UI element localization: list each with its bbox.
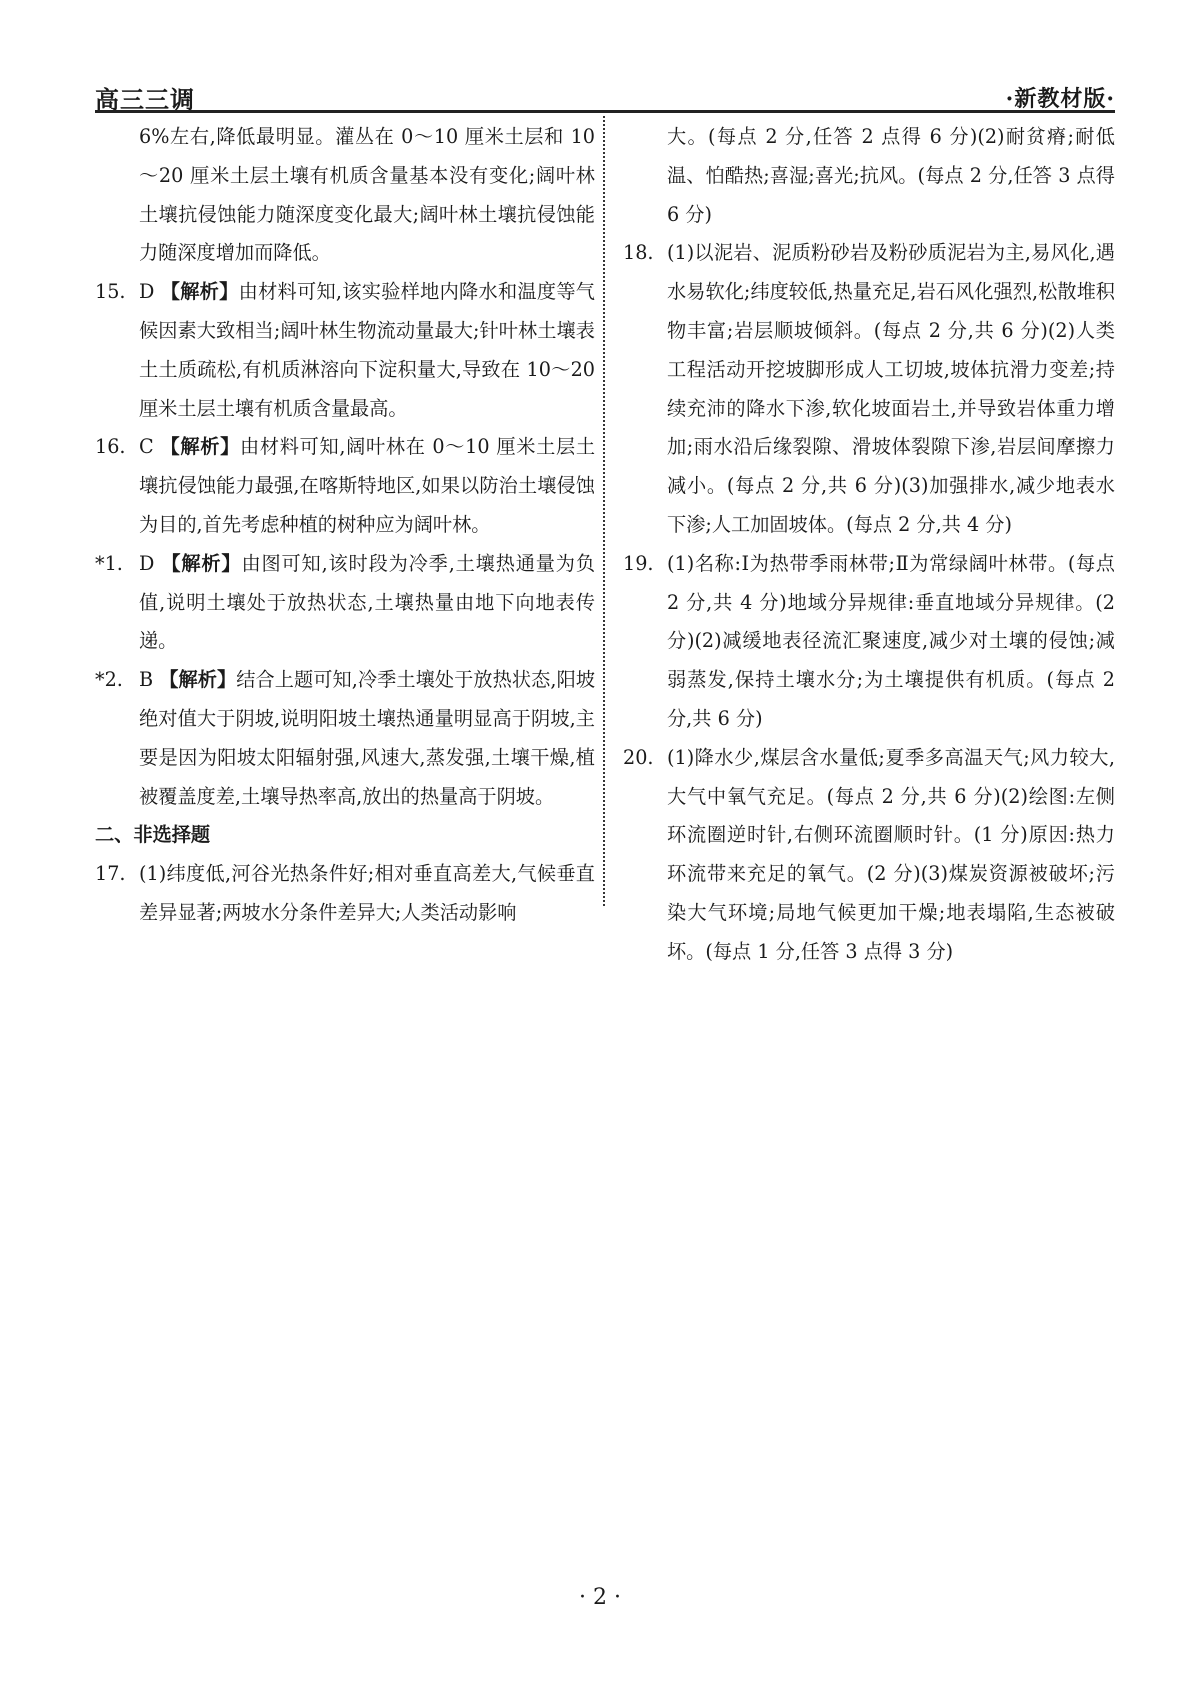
right-column (623, 118, 1115, 972)
answer-choice: B (139, 668, 154, 692)
answer-18 (623, 234, 1115, 544)
analysis-tag: 【解析】 (160, 280, 239, 304)
answer-15 (95, 273, 595, 428)
question-number: 16. (95, 435, 126, 459)
question-number: *2. (95, 668, 123, 692)
answer-text: (1)名称:Ⅰ为热带季雨林带;Ⅱ为常绿阔叶林带。(每点 2 分,共 4 分)地域分异规律:垂直地域分异规律。(2 分)(2)减缓地表径流汇聚速度,减少对土壤的侵蚀;减弱蒸发,保持土壤水分;为土壤提供有机质。(每点 2 分,共 6 分) (667, 551, 1115, 730)
answer-text: 结合上题可知,冷季土壤处于放热状态,阳坡绝对值大于阴坡,说明阳坡土壤热通量明显高于阴坡,主要是因为阳坡太阳辐射强,风速大,蒸发强,土壤干燥,植被覆盖度差,土壤导热率高,放出的热量高于阴坡。 (139, 668, 596, 808)
answer-14-continued: 6%左右,降低最明显。灌丛在 0～10 厘米土层和 10～20 厘米土层土壤有机质含量基本没有变化;阔叶林土壤抗侵蚀能力随深度变化最大;阔叶林土壤抗侵蚀能力随深度增加而降低。 (139, 125, 595, 265)
analysis-tag: 【解析】 (159, 668, 237, 692)
question-number: 18. (623, 241, 654, 265)
answer-17 (95, 855, 595, 933)
answer-star-1 (95, 545, 595, 661)
answer-text: 由材料可知,该实验样地内降水和温度等气候因素大致相当;阔叶林生物流动量最大;针叶林土壤表土土质疏松,有机质淋溶向下淀积量大,导致在 10～20 厘米土层土壤有机质含量最高。 (139, 280, 595, 420)
answer-text: (1)降水少,煤层含水量低;夏季多高温天气;风力较大,大气中氧气充足。(每点 2 分,共 6 分)(2)绘图:左侧环流圈逆时针,右侧环流圈顺时针。(1 分)原因:热力环流带来充足的氧气。(2 分)(3)煤炭资源被破坏;污染大气环境;局地气候更加干燥;地表塌陷,生态被破坏。(每点 1 分,任答 3 点得 3 分) (667, 745, 1115, 963)
answer-19 (623, 545, 1115, 739)
answer-text: (1)以泥岩、泥质粉砂岩及粉砂质泥岩为主,易风化,遇水易软化;纬度较低,热量充足,岩石风化强烈,松散堆积物丰富;岩层顺坡倾斜。(每点 2 分,共 6 分)(2)人类工程活动开挖坡脚形成人工切坡,坡体抗滑力变差;持续充沛的降水下渗,软化坡面岩土,并导致岩体重力增加;雨水沿后缘裂隙、滑坡体裂隙下渗,岩层间摩擦力减小。(每点 2 分,共 6 分)(3)加强排水,减少地表水下渗;人工加固坡体。(每点 2 分,共 4 分) (667, 241, 1115, 536)
header-rule (95, 110, 1115, 113)
question-number: *1. (95, 551, 123, 575)
page-header (95, 80, 1115, 114)
question-number: 19. (623, 551, 654, 575)
answer-20 (623, 739, 1115, 972)
column-divider (603, 116, 605, 906)
question-number: 15. (95, 280, 126, 304)
answer-16 (95, 428, 595, 544)
answer-choice: D (139, 280, 155, 304)
page-number: · 2 · (579, 1585, 621, 1610)
answer-text: 由材料可知,阔叶林在 0～10 厘米土层土壤抗侵蚀能力最强,在喀斯特地区,如果以防治土壤侵蚀为目的,首先考虑种植的树种应为阔叶林。 (139, 435, 596, 536)
left-column (95, 118, 595, 933)
question-number: 17. (95, 862, 126, 886)
header-title-right: ·新教材版· (1005, 86, 1115, 112)
section-title: 二、非选择题 (95, 823, 211, 847)
answer-17-continued: 大。(每点 2 分,任答 2 点得 6 分)(2)耐贫瘠;耐低温、怕酷热;喜湿;喜光;抗风。(每点 2 分,任答 3 点得 6 分) (667, 125, 1115, 226)
question-number: 20. (623, 745, 654, 769)
answer-text: 由图可知,该时段为冷季,土壤热通量为负值,说明土壤处于放热状态,土壤热量由地下向地表传递。 (139, 551, 596, 653)
answer-star-2 (95, 661, 595, 816)
analysis-tag: 【解析】 (161, 551, 242, 575)
answer-choice: D (139, 551, 155, 575)
answer-text: (1)纬度低,河谷光热条件好;相对垂直高差大,气候垂直差异显著;两坡水分条件差异大;人类活动影响 (139, 862, 595, 924)
header-title-left: 高三三调 (95, 85, 195, 114)
analysis-tag: 【解析】 (160, 435, 240, 459)
answer-choice: C (139, 435, 154, 459)
